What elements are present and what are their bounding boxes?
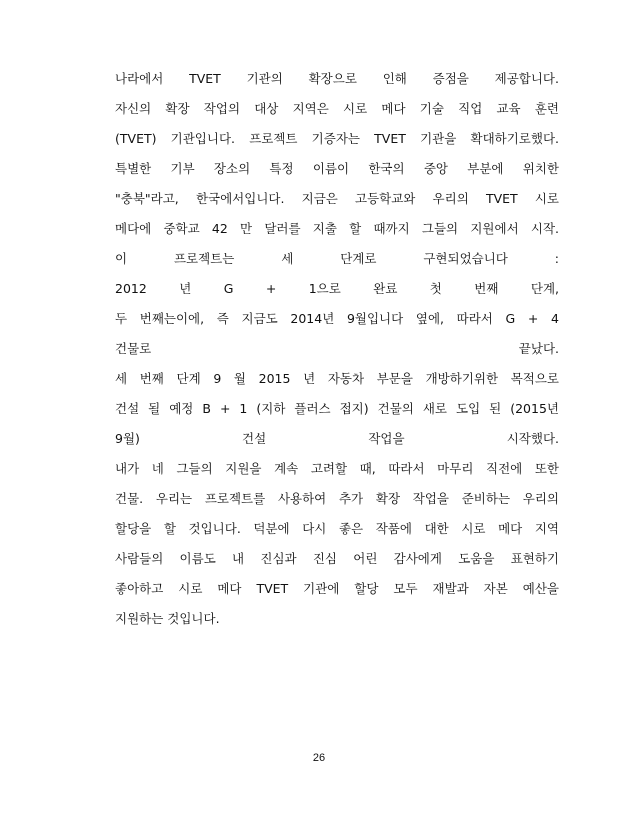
text-line: 9월) 건설 작업을 시작했다.: [115, 431, 559, 446]
text-line: 세 번째 단계 9 월 2015 년 자동차 부문을 개방하기위한 목적으로: [115, 371, 559, 386]
text-line: "충북"라고, 한국에서입니다. 지금은 고등학교와 우리의 TVET 시로: [115, 191, 559, 206]
text-line: 자신의 확장 작업의 대상 지역은 시로 메다 기술 직업 교육 훈련: [115, 101, 559, 116]
text-line: 메다에 중학교 42 만 달러를 지출 할 때까지 그들의 지원에서 시작.: [115, 221, 559, 236]
page-number: 26: [312, 752, 326, 764]
text-line: 사람들의 이름도 내 진심과 진심 어린 감사에게 도움을 표현하기: [115, 551, 559, 566]
text-line: 좋아하고 시로 메다 TVET 기관에 할당 모두 재발과 자본 예산을: [115, 581, 559, 596]
text-line: 두 번째는이에, 즉 지금도 2014년 9월입니다 옆에, 따라서 G + 4: [115, 311, 559, 326]
text-line: 건물로 끝났다.: [115, 341, 559, 356]
text-line: 지원하는 것입니다.: [115, 611, 220, 626]
body-text: [115, 64, 559, 634]
text-line: 이 프로젝트는 세 단계로 구현되었습니다 :: [115, 251, 559, 266]
text-line: 2012 년 G + 1으로 완료 첫 번째 단계,: [115, 281, 559, 296]
text-line: (TVET) 기관입니다. 프로젝트 기증자는 TVET 기관을 확대하기로했다.: [115, 131, 559, 146]
text-line: 할당을 할 것입니다. 덕분에 다시 좋은 작품에 대한 시로 메다 지역: [115, 521, 559, 536]
text-line: 내가 네 그들의 지원을 계속 고려할 때, 따라서 마무리 직전에 또한: [115, 461, 559, 476]
text-line: 건설 될 예정 B + 1 (지하 플러스 접지) 건물의 새로 도입 된 (2015년: [115, 401, 559, 416]
text-line: 나라에서 TVET 기관의 확장으로 인해 증점을 제공합니다.: [115, 71, 559, 86]
text-line: 건물. 우리는 프로젝트를 사용하여 추가 확장 작업을 준비하는 우리의: [115, 491, 559, 506]
text-line: 특별한 기부 장소의 특정 이름이 한국의 중앙 부분에 위치한: [115, 161, 559, 176]
